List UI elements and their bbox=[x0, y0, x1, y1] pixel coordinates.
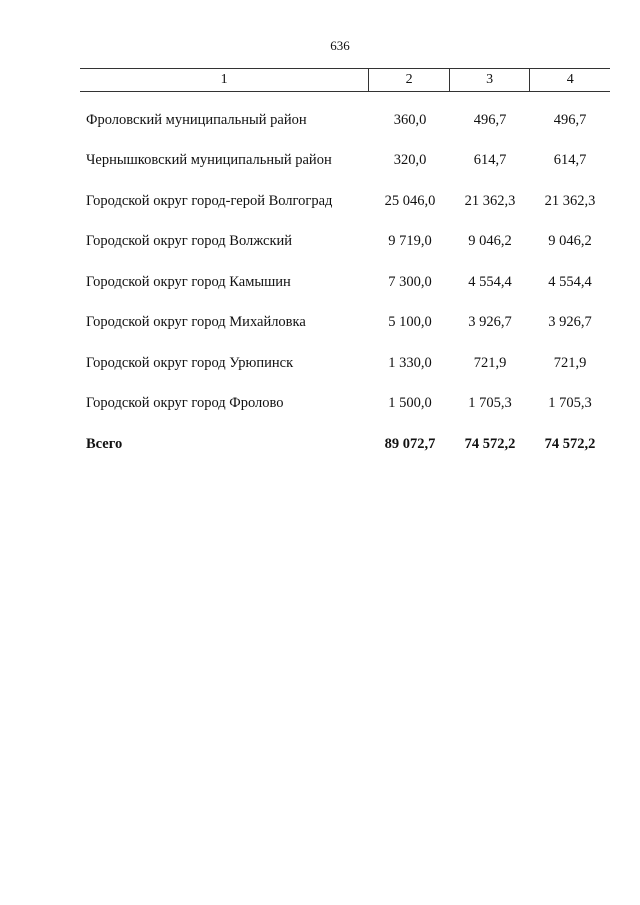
cell-col-4: 21 362,3 bbox=[544, 192, 596, 209]
cell-col-3: 21 362,3 bbox=[464, 192, 516, 209]
table-row bbox=[80, 100, 610, 141]
table-row bbox=[80, 303, 610, 344]
cell-col-3: 4 554,4 bbox=[468, 273, 512, 290]
cell-col-3: 496,7 bbox=[473, 111, 507, 128]
cell-col-2: 9 719,0 bbox=[388, 233, 432, 250]
cell-col-4: 496,7 bbox=[553, 111, 587, 128]
row-name: Фроловский муниципальный район bbox=[86, 111, 307, 128]
row-name: Городской округ город Фролово bbox=[86, 395, 284, 412]
total-col-3: 74 572,2 bbox=[464, 435, 516, 452]
cell-col-3: 721,9 bbox=[473, 354, 507, 371]
row-name: Городской округ город Урюпинск bbox=[86, 354, 294, 371]
cell-col-3: 3 926,7 bbox=[468, 314, 512, 331]
cell-col-2: 25 046,0 bbox=[384, 192, 436, 209]
row-name: Чернышковский муниципальный район bbox=[86, 152, 332, 169]
table-row bbox=[80, 222, 610, 263]
column-header-2: 2 bbox=[369, 69, 450, 92]
cell-col-2: 360,0 bbox=[393, 111, 427, 128]
table-row bbox=[80, 141, 610, 182]
cell-col-4: 614,7 bbox=[553, 152, 587, 169]
column-header-4: 4 bbox=[530, 69, 610, 92]
total-row bbox=[80, 424, 610, 465]
table-body bbox=[80, 100, 610, 465]
cell-col-4: 1 705,3 bbox=[548, 395, 592, 412]
cell-col-2: 320,0 bbox=[393, 152, 427, 169]
cell-col-4: 9 046,2 bbox=[548, 233, 592, 250]
column-header-3: 3 bbox=[449, 69, 530, 92]
cell-col-2: 1 330,0 bbox=[388, 354, 432, 371]
cell-col-3: 614,7 bbox=[473, 152, 507, 169]
row-name: Городской округ город Камышин bbox=[86, 273, 291, 290]
table-row bbox=[80, 262, 610, 303]
total-col-2: 89 072,7 bbox=[384, 435, 436, 452]
column-header-1: 1 bbox=[80, 69, 369, 92]
table-row bbox=[80, 181, 610, 222]
row-name: Городской округ город Волжский bbox=[86, 233, 293, 250]
cell-col-3: 9 046,2 bbox=[468, 233, 512, 250]
table-row bbox=[80, 384, 610, 425]
total-col-4: 74 572,2 bbox=[544, 435, 596, 452]
row-name: Городской округ город Михайловка bbox=[86, 314, 306, 331]
table-row bbox=[80, 343, 610, 384]
cell-col-2: 1 500,0 bbox=[388, 395, 432, 412]
cell-col-2: 5 100,0 bbox=[388, 314, 432, 331]
cell-col-3: 1 705,3 bbox=[468, 395, 512, 412]
page-number: 636 bbox=[330, 38, 350, 53]
cell-col-4: 721,9 bbox=[553, 354, 587, 371]
table-header bbox=[80, 68, 610, 92]
cell-col-2: 7 300,0 bbox=[388, 273, 432, 290]
header-row bbox=[80, 69, 610, 92]
cell-col-4: 4 554,4 bbox=[548, 273, 592, 290]
cell-col-4: 3 926,7 bbox=[548, 314, 592, 331]
row-name: Городской округ город-герой Волгоград bbox=[86, 192, 333, 209]
total-label: Всего bbox=[86, 435, 123, 452]
